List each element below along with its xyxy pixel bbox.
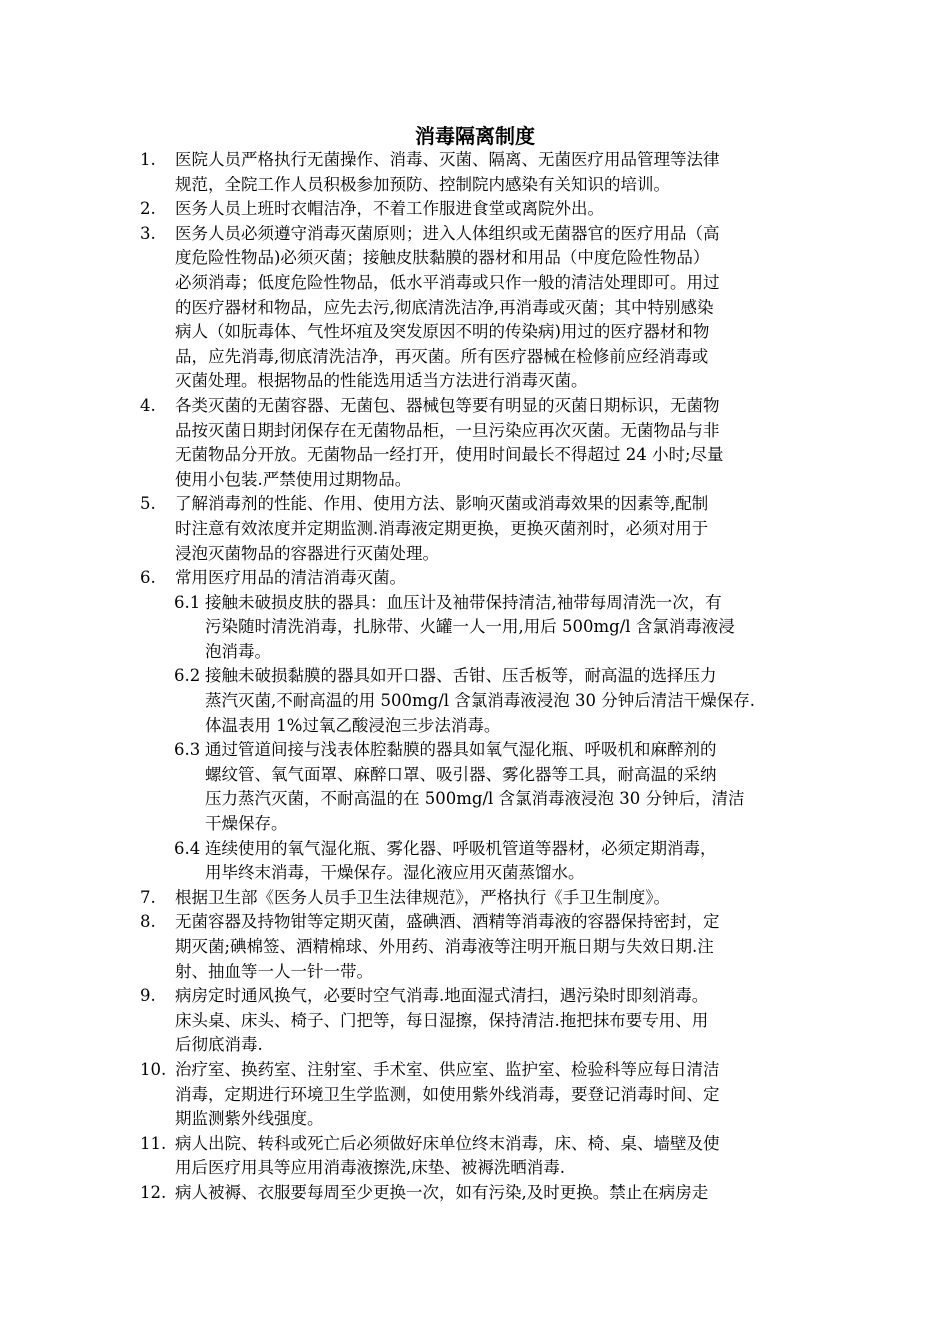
list-item bbox=[140, 222, 820, 394]
sub-item-text-line: 体温表用 1%过氧乙酸浸泡三步法消毒。 bbox=[205, 715, 501, 735]
sub-item-text-line: 泡消毒。 bbox=[205, 641, 271, 661]
item-number: 3. bbox=[140, 223, 156, 243]
sub-item-text-line: 通过管道间接与浅表体腔黏膜的器具如氧气湿化瓶、呼吸机和麻醉剂的 bbox=[205, 740, 717, 760]
sub-item-text-line: 接触未破损黏膜的器具如开口器、舌钳、压舌板等，耐高温的选择压力 bbox=[205, 666, 717, 686]
item-text-line: 期监测紫外线强度。 bbox=[175, 1109, 324, 1129]
list-item bbox=[140, 492, 820, 566]
sub-item-number: 6.4 bbox=[174, 838, 201, 858]
sub-item-text-line: 用毕终末消毒，干燥保存。湿化液应用灭菌蒸馏水。 bbox=[205, 863, 585, 883]
document-title: 消毒隔离制度 bbox=[415, 124, 535, 148]
item-text-line: 用后医疗用具等应用消毒液擦洗,床垫、被褥洗晒消毒. bbox=[175, 1158, 565, 1178]
sub-item-text-line: 干燥保存。 bbox=[205, 814, 288, 834]
sub-item-number: 6.2 bbox=[174, 666, 201, 686]
list-item bbox=[140, 984, 820, 1058]
item-text-line: 品，应先消毒,彻底清洗洁净，再灭菌。所有医疗器械在检修前应经消毒或 bbox=[175, 346, 709, 366]
item-text-line: 医院人员严格执行无菌操作、消毒、灭菌、隔离、无菌医疗用品管理等法律 bbox=[175, 150, 720, 169]
list-item bbox=[140, 910, 820, 984]
item-text-line: 无菌物品分开放。无菌物品一经打开，使用时间最长不得超过 24 小时;尽量 bbox=[175, 445, 724, 465]
item-text-line: 治疗室、换药室、注射室、手术室、供应室、监护室、检验科等应每日清洁 bbox=[175, 1059, 720, 1079]
sub-list-item bbox=[140, 837, 820, 886]
item-text-line: 病人（如朊毒体、气性坏疽及突发原因不明的传染病)用过的医疗器材和物 bbox=[175, 322, 710, 342]
item-text-line: 品按灭菌日期封闭保存在无菌物品柜，一旦污染应再次灭菌。无菌物品与非 bbox=[175, 420, 720, 440]
item-number: 1. bbox=[140, 150, 156, 169]
item-number: 4. bbox=[140, 395, 156, 415]
item-number: 5. bbox=[140, 494, 156, 514]
item-text-line: 病人出院、转科或死亡后必须做好床单位终末消毒，床、椅、桌、墙壁及使 bbox=[175, 1133, 720, 1153]
sub-item-text-line: 接触未破损皮肤的器具：血压计及袖带保持清洁,袖带每周清洗一次，有 bbox=[205, 592, 722, 612]
item-text-line: 了解消毒剂的性能、作用、使用方法、影响灭菌或消毒效果的因素等,配制 bbox=[175, 494, 709, 514]
item-number: 8. bbox=[140, 912, 156, 932]
item-text-line: 必须消毒；低度危险性物品，低水平消毒或只作一般的清洁处理即可。用过 bbox=[175, 272, 720, 292]
list-item bbox=[140, 1132, 820, 1181]
sub-list-item bbox=[140, 664, 820, 738]
item-text-line: 无菌容器及持物钳等定期灭菌，盛碘酒、酒精等消毒液的容器保持密封，定 bbox=[175, 912, 720, 932]
item-number: 2. bbox=[140, 199, 156, 219]
item-text-line: 病房定时通风换气，必要时空气消毒.地面湿式清扫，遇污染时即刻消毒。 bbox=[175, 986, 709, 1006]
list-item bbox=[140, 886, 820, 911]
item-number: 10. bbox=[140, 1059, 167, 1079]
sub-item-text-line: 螺纹管、氧气面罩、麻醉口罩、吸引器、雾化器等工具，耐高温的采纳 bbox=[205, 764, 717, 784]
item-text-line: 病人被褥、衣服要每周至少更换一次，如有污染,及时更换。禁止在病房走 bbox=[175, 1182, 709, 1202]
item-text-line: 后彻底消毒. bbox=[175, 1035, 263, 1055]
list-item bbox=[140, 148, 820, 197]
list-item bbox=[140, 1181, 820, 1206]
item-text-line: 灭菌处理。根据物品的性能选用适当方法进行消毒灭菌。 bbox=[175, 371, 588, 391]
list-item bbox=[140, 197, 820, 222]
sub-item-text-line: 连续使用的氧气湿化瓶、雾化器、呼吸机管道等器材，必须定期消毒， bbox=[205, 838, 717, 858]
sub-list-item bbox=[140, 591, 820, 665]
item-text-line: 浸泡灭菌物品的容器进行灭菌处理。 bbox=[175, 543, 439, 563]
item-text-line: 期灭菌;碘棉签、酒精棉球、外用药、消毒液等注明开瓶日期与失效日期.注 bbox=[175, 937, 714, 956]
sub-item-text-line: 压力蒸汽灭菌，不耐高温的在 500mg/l 含氯消毒液浸泡 30 分钟后，清洁 bbox=[205, 789, 745, 809]
item-text-line: 各类灭菌的无菌容器、无菌包、器械包等要有明显的灭菌日期标识，无菌物 bbox=[175, 395, 720, 415]
item-text-line: 规范，全院工作人员积极参加预防、控制院内感染有关知识的培训。 bbox=[175, 174, 670, 194]
sub-item-number: 6.1 bbox=[174, 592, 201, 612]
sub-item-text-line: 蒸汽灭菌,不耐高温的用 500mg/l 含氯消毒液浸泡 30 分钟后清洁干燥保存. bbox=[205, 691, 756, 711]
list-item bbox=[140, 394, 820, 492]
sub-item-number: 6.3 bbox=[174, 740, 201, 760]
list-item bbox=[140, 1058, 820, 1132]
list-item bbox=[140, 566, 820, 591]
item-number: 11. bbox=[140, 1133, 167, 1153]
item-text-line: 医务人员必须遵守消毒灭菌原则；进入人体组织或无菌器官的医疗用品（高 bbox=[175, 223, 720, 243]
item-number: 12. bbox=[140, 1182, 167, 1202]
item-text-line: 医务人员上班时衣帽洁净，不着工作服进食堂或离院外出。 bbox=[175, 199, 604, 219]
item-number: 7. bbox=[140, 887, 156, 907]
item-text-line: 床头桌、床头、椅子、门把等，每日湿擦，保持清洁.拖把抹布要专用、用 bbox=[175, 1010, 709, 1030]
item-text-line: 使用小包装.严禁使用过期物品。 bbox=[175, 469, 412, 489]
item-text-line: 射、抽血等一人一针一带。 bbox=[175, 961, 373, 981]
item-text-line: 常用医疗用品的清洁消毒灭菌。 bbox=[175, 568, 406, 588]
item-number: 9. bbox=[140, 986, 156, 1006]
sub-list-item bbox=[140, 738, 820, 836]
item-text-line: 时注意有效浓度并定期监测.消毒液定期更换，更换灭菌剂时，必须对用于 bbox=[175, 518, 709, 538]
item-text-line: 的医疗器材和物品，应先去污,彻底清洗洁净,再消毒或灭菌；其中特别感染 bbox=[175, 297, 714, 317]
item-text-line: 消毒，定期进行环境卫生学监测，如使用紫外线消毒，要登记消毒时间、定 bbox=[175, 1084, 720, 1104]
item-text-line: 度危险性物品)必须灭菌；接触皮肤黏膜的器材和用品（中度危险性物品） bbox=[175, 248, 710, 268]
item-text-line: 根据卫生部《医务人员手卫生法律规范》，严格执行《手卫生制度》。 bbox=[175, 887, 670, 907]
sub-item-text-line: 污染随时清洗消毒，扎脉带、火罐一人一用,用后 500mg/l 含氯消毒液浸 bbox=[205, 617, 735, 637]
rules-list bbox=[140, 148, 820, 1206]
item-number: 6. bbox=[140, 568, 156, 588]
